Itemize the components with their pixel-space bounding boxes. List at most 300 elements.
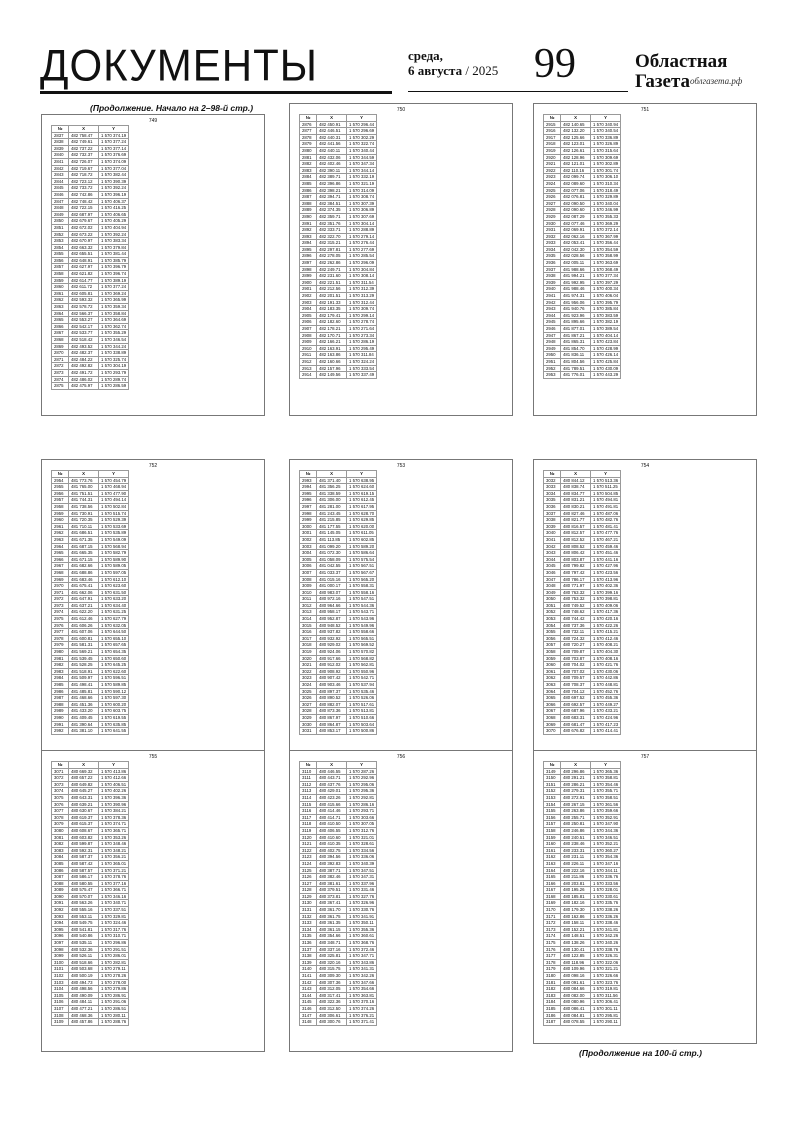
coord-x: 480 827.46 bbox=[560, 510, 590, 517]
coord-x: 481 509.97 bbox=[68, 675, 98, 682]
point-number: 2940 bbox=[544, 286, 561, 293]
coord-y: 1 570 377.14 bbox=[99, 145, 129, 152]
coord-x: 482 742.86 bbox=[68, 191, 98, 198]
coord-y: 1 570 406.04 bbox=[591, 293, 621, 300]
table-header-row bbox=[52, 762, 129, 769]
table-row bbox=[300, 358, 377, 365]
point-number: 2954 bbox=[52, 477, 69, 484]
coord-y: 1 570 641.55 bbox=[99, 728, 129, 735]
table-row bbox=[52, 649, 129, 656]
table-row bbox=[300, 808, 377, 815]
point-number: 3099 bbox=[52, 953, 69, 960]
coord-y: 1 570 619.15 bbox=[347, 490, 377, 497]
coord-x: 481 988.46 bbox=[560, 286, 590, 293]
coord-x: 480 437.76 bbox=[316, 781, 346, 788]
coord-y: 1 570 602.85 bbox=[347, 536, 377, 543]
coord-x: 482 533.77 bbox=[68, 330, 98, 337]
point-number: 3133 bbox=[300, 920, 317, 927]
coord-y: 1 570 513.36 bbox=[591, 477, 621, 484]
coord-y: 1 570 558.16 bbox=[347, 589, 377, 596]
table-row bbox=[52, 251, 129, 258]
coord-x: 480 799.82 bbox=[560, 563, 590, 570]
coord-x: 480 494.73 bbox=[68, 979, 98, 986]
coord-y: 1 570 355.33 bbox=[591, 213, 621, 220]
coord-y: 1 570 279.11 bbox=[99, 966, 129, 973]
coord-x: 480 211.86 bbox=[560, 874, 590, 881]
table-row bbox=[52, 271, 129, 278]
page-number: 99 bbox=[534, 41, 576, 87]
coord-y: 1 570 416.25 bbox=[99, 205, 129, 212]
column-header: X bbox=[560, 762, 590, 769]
point-number: 3052 bbox=[544, 609, 561, 616]
coord-y: 1 570 355.71 bbox=[591, 788, 621, 795]
table-row bbox=[52, 350, 129, 357]
coord-y: 1 570 338.89 bbox=[99, 350, 129, 357]
point-number: 3102 bbox=[52, 973, 69, 980]
table-row bbox=[52, 900, 129, 907]
column-header: X bbox=[68, 762, 98, 769]
coord-y: 1 570 327.76 bbox=[347, 893, 377, 900]
table-row bbox=[300, 655, 377, 662]
table-row bbox=[544, 253, 621, 260]
point-number: 3009 bbox=[300, 583, 317, 590]
point-number: 2868 bbox=[52, 337, 69, 344]
coord-y: 1 570 367.99 bbox=[591, 233, 621, 240]
coordinate-table bbox=[543, 470, 621, 735]
coord-x: 480 749.52 bbox=[560, 602, 590, 609]
logo-line-2: Газета bbox=[635, 71, 691, 92]
point-number: 2921 bbox=[544, 161, 561, 168]
point-number: 3053 bbox=[544, 616, 561, 623]
point-number: 3152 bbox=[544, 788, 561, 795]
coord-x: 480 619.37 bbox=[68, 814, 98, 821]
coordinate-block bbox=[533, 459, 757, 761]
coord-x: 480 816.57 bbox=[560, 523, 590, 530]
point-number: 2946 bbox=[544, 326, 561, 333]
column-header: Y bbox=[99, 471, 129, 478]
table-row bbox=[300, 326, 377, 333]
coord-y: 1 570 311.54 bbox=[347, 279, 377, 286]
coord-y: 1 570 377.24 bbox=[99, 139, 129, 146]
point-number: 3128 bbox=[300, 887, 317, 894]
table-row bbox=[52, 191, 129, 198]
table-row bbox=[300, 477, 377, 484]
coord-y: 1 570 358.84 bbox=[99, 310, 129, 317]
coord-x: 480 091.61 bbox=[560, 979, 590, 986]
coord-y: 1 570 423.84 bbox=[591, 339, 621, 346]
table-row bbox=[544, 801, 621, 808]
point-number: 3172 bbox=[544, 920, 561, 927]
coord-x: 482 614.77 bbox=[68, 277, 98, 284]
point-number: 2918 bbox=[544, 141, 561, 148]
coord-y: 1 570 310.71 bbox=[99, 933, 129, 940]
coord-x: 480 786.17 bbox=[560, 576, 590, 583]
table-row bbox=[52, 576, 129, 583]
coord-y: 1 570 278.00 bbox=[99, 979, 129, 986]
table-row bbox=[300, 768, 377, 775]
coord-y: 1 570 586.64 bbox=[347, 550, 377, 557]
coord-y: 1 570 517.61 bbox=[347, 701, 377, 708]
point-number: 2991 bbox=[52, 721, 69, 728]
coord-x: 480 361.35 bbox=[316, 920, 346, 927]
table-row bbox=[300, 134, 377, 141]
coord-y: 1 570 389.54 bbox=[591, 326, 621, 333]
logo-line-1: Областная bbox=[635, 51, 728, 72]
table-row bbox=[300, 609, 377, 616]
point-number: 3170 bbox=[544, 907, 561, 914]
coord-x: 482 005.11 bbox=[560, 260, 590, 267]
coord-x: 482 126.61 bbox=[560, 147, 590, 154]
table-row bbox=[544, 306, 621, 313]
point-number: 3106 bbox=[52, 999, 69, 1006]
coord-x: 480 812.57 bbox=[560, 530, 590, 537]
coord-x: 480 948.52 bbox=[316, 622, 346, 629]
point-number: 2864 bbox=[52, 310, 69, 317]
point-number: 2858 bbox=[52, 271, 69, 278]
coord-x: 480 541.81 bbox=[68, 926, 98, 933]
point-number: 2944 bbox=[544, 312, 561, 319]
coord-y: 1 570 293.79 bbox=[99, 369, 129, 376]
table-row bbox=[544, 781, 621, 788]
coord-y: 1 570 402.36 bbox=[591, 583, 621, 590]
point-number: 3093 bbox=[52, 913, 69, 920]
section-title: ДОКУМЕНТЫ bbox=[40, 40, 318, 91]
point-number: 3158 bbox=[544, 827, 561, 834]
coord-x: 480 423.26 bbox=[316, 794, 346, 801]
table-row bbox=[52, 178, 129, 185]
point-number: 3041 bbox=[544, 536, 561, 543]
table-row bbox=[300, 200, 377, 207]
coord-y: 1 570 354.46 bbox=[591, 781, 621, 788]
point-number: 3165 bbox=[544, 874, 561, 881]
table-row bbox=[52, 231, 129, 238]
coord-x: 480 309.30 bbox=[316, 973, 346, 980]
table-row bbox=[544, 966, 621, 973]
coord-x: 481 569.21 bbox=[68, 649, 98, 656]
coord-y: 1 570 404.14 bbox=[591, 332, 621, 339]
point-number: 2909 bbox=[300, 339, 317, 346]
coord-y: 1 570 368.49 bbox=[591, 266, 621, 273]
coord-x: 482 450.91 bbox=[316, 121, 346, 128]
coord-y: 1 570 382.19 bbox=[591, 319, 621, 326]
coord-x: 482 125.66 bbox=[560, 134, 590, 141]
coord-y: 1 570 318.49 bbox=[591, 187, 621, 194]
coord-y: 1 570 365.01 bbox=[99, 860, 129, 867]
point-number: 2959 bbox=[52, 510, 69, 517]
coord-y: 1 570 378.36 bbox=[99, 814, 129, 821]
point-number: 3063 bbox=[544, 682, 561, 689]
coord-x: 482 028.56 bbox=[560, 253, 590, 260]
table-row bbox=[300, 622, 377, 629]
coord-x: 480 306.61 bbox=[316, 1012, 346, 1019]
coord-x: 481 804.56 bbox=[560, 358, 590, 365]
coord-y: 1 570 408.16 bbox=[591, 655, 621, 662]
coord-x: 480 518.66 bbox=[68, 959, 98, 966]
coord-y: 1 570 360.27 bbox=[591, 847, 621, 854]
coord-x: 482 733.72 bbox=[68, 185, 98, 192]
coord-y: 1 570 344.36 bbox=[591, 827, 621, 834]
point-number: 2844 bbox=[52, 178, 69, 185]
point-number: 2958 bbox=[52, 503, 69, 510]
point-number: 3137 bbox=[300, 946, 317, 953]
point-number: 3082 bbox=[52, 841, 69, 848]
coord-x: 480 109.96 bbox=[560, 966, 590, 973]
point-number: 2915 bbox=[544, 121, 561, 128]
coord-y: 1 570 324.46 bbox=[99, 920, 129, 927]
coord-x: 480 315.75 bbox=[316, 966, 346, 973]
point-number: 3038 bbox=[544, 517, 561, 524]
point-number: 2970 bbox=[52, 583, 69, 590]
coord-y: 1 570 293.71 bbox=[347, 808, 377, 815]
coord-y: 1 570 286.91 bbox=[99, 992, 129, 999]
coord-x: 480 917.66 bbox=[316, 655, 346, 662]
point-number: 2971 bbox=[52, 589, 69, 596]
table-row bbox=[544, 854, 621, 861]
coord-x: 482 389.71 bbox=[316, 174, 346, 181]
table-row bbox=[544, 550, 621, 557]
point-number: 2872 bbox=[52, 363, 69, 370]
coord-y: 1 570 282.81 bbox=[99, 959, 129, 966]
table-row bbox=[300, 701, 377, 708]
table-row bbox=[544, 312, 621, 319]
coord-y: 1 570 289.74 bbox=[99, 376, 129, 383]
coord-x: 480 645.27 bbox=[68, 788, 98, 795]
coord-y: 1 570 371.21 bbox=[99, 867, 129, 874]
coord-x: 480 272.91 bbox=[560, 794, 590, 801]
block-title: 755 bbox=[148, 754, 158, 760]
point-number: 2854 bbox=[52, 244, 69, 251]
table-row bbox=[52, 635, 129, 642]
table-row bbox=[300, 233, 377, 240]
coord-x: 480 744.42 bbox=[560, 616, 590, 623]
coord-x: 480 130.41 bbox=[560, 946, 590, 953]
point-number: 3042 bbox=[544, 543, 561, 550]
table-row bbox=[52, 343, 129, 350]
coord-x: 480 831.21 bbox=[560, 497, 590, 504]
coord-y: 1 570 449.27 bbox=[591, 701, 621, 708]
coord-y: 1 570 443.29 bbox=[591, 372, 621, 379]
coord-y: 1 570 504.85 bbox=[591, 490, 621, 497]
table-row bbox=[52, 589, 129, 596]
point-number: 3050 bbox=[544, 596, 561, 603]
coord-x: 480 964.66 bbox=[316, 602, 346, 609]
table-row bbox=[544, 926, 621, 933]
coord-y: 1 570 417.23 bbox=[591, 721, 621, 728]
coord-x: 481 113.85 bbox=[316, 536, 346, 543]
table-row bbox=[544, 490, 621, 497]
point-number: 3129 bbox=[300, 893, 317, 900]
table-row bbox=[300, 510, 377, 517]
coord-y: 1 570 288.76 bbox=[99, 1019, 129, 1026]
table-row bbox=[544, 213, 621, 220]
point-number: 3090 bbox=[52, 893, 69, 900]
table-row bbox=[300, 781, 377, 788]
table-row bbox=[300, 563, 377, 570]
coord-x: 481 867.21 bbox=[560, 332, 590, 339]
coordinate-table bbox=[299, 114, 377, 379]
coord-x: 480 972.16 bbox=[316, 596, 346, 603]
coord-y: 1 570 396.19 bbox=[99, 191, 129, 198]
coord-y: 1 570 287.26 bbox=[347, 768, 377, 775]
table-row bbox=[544, 273, 621, 280]
point-number: 3160 bbox=[544, 841, 561, 848]
table-row bbox=[544, 484, 621, 491]
table-row bbox=[544, 187, 621, 194]
coord-x: 480 897.37 bbox=[316, 688, 346, 695]
point-number: 3071 bbox=[52, 768, 69, 775]
coord-y: 1 570 312.44 bbox=[347, 299, 377, 306]
coord-x: 480 138.26 bbox=[560, 940, 590, 947]
coord-y: 1 570 376.69 bbox=[99, 152, 129, 159]
table-row bbox=[300, 154, 377, 161]
coord-y: 1 570 412.66 bbox=[99, 775, 129, 782]
table-header-row bbox=[300, 471, 377, 478]
point-number: 2939 bbox=[544, 279, 561, 286]
table-row bbox=[300, 273, 377, 280]
coord-y: 1 570 399.16 bbox=[591, 589, 621, 596]
coord-y: 1 570 372.46 bbox=[347, 946, 377, 953]
point-number: 3007 bbox=[300, 569, 317, 576]
coord-x: 480 500.19 bbox=[68, 973, 98, 980]
table-row bbox=[300, 867, 377, 874]
coord-x: 480 354.66 bbox=[316, 933, 346, 940]
coord-x: 481 662.06 bbox=[68, 589, 98, 596]
table-row bbox=[544, 220, 621, 227]
coord-y: 1 570 290.11 bbox=[591, 1019, 621, 1026]
coord-y: 1 570 412.46 bbox=[591, 635, 621, 642]
coord-y: 1 570 433.21 bbox=[591, 708, 621, 715]
coord-x: 482 611.72 bbox=[68, 284, 98, 291]
table-row bbox=[300, 682, 377, 689]
coord-y: 1 570 597.05 bbox=[99, 569, 129, 576]
table-row bbox=[544, 788, 621, 795]
table-header-row bbox=[544, 762, 621, 769]
point-number: 2953 bbox=[544, 372, 561, 379]
point-number: 3104 bbox=[52, 986, 69, 993]
table-row bbox=[544, 194, 621, 201]
table-row bbox=[544, 874, 621, 881]
coord-x: 482 566.37 bbox=[68, 310, 98, 317]
point-number: 3066 bbox=[544, 701, 561, 708]
coord-y: 1 570 333.54 bbox=[347, 365, 377, 372]
point-number: 3168 bbox=[544, 893, 561, 900]
point-number: 3139 bbox=[300, 959, 317, 966]
table-row bbox=[300, 536, 377, 543]
coord-x: 482 593.32 bbox=[68, 297, 98, 304]
point-number: 3058 bbox=[544, 649, 561, 656]
coord-x: 482 605.81 bbox=[68, 290, 98, 297]
coord-x: 480 226.11 bbox=[560, 860, 590, 867]
coord-x: 480 937.82 bbox=[316, 629, 346, 636]
table-row bbox=[544, 920, 621, 927]
coord-y: 1 570 477.76 bbox=[591, 530, 621, 537]
table-row bbox=[300, 728, 377, 735]
coord-y: 1 570 558.66 bbox=[347, 629, 377, 636]
coord-y: 1 570 340.54 bbox=[591, 128, 621, 135]
point-number: 3156 bbox=[544, 814, 561, 821]
coord-x: 482 160.66 bbox=[316, 358, 346, 365]
point-number: 2889 bbox=[300, 207, 317, 214]
coord-y: 1 570 533.69 bbox=[99, 523, 129, 530]
coord-y: 1 570 309.74 bbox=[347, 306, 377, 313]
table-row bbox=[52, 834, 129, 841]
coord-x: 480 379.51 bbox=[316, 887, 346, 894]
table-row bbox=[544, 992, 621, 999]
table-row bbox=[544, 860, 621, 867]
point-number: 3141 bbox=[300, 973, 317, 980]
table-row bbox=[300, 973, 377, 980]
coord-x: 480 122.85 bbox=[560, 953, 590, 960]
table-row bbox=[544, 986, 621, 993]
coord-x: 482 201.51 bbox=[316, 293, 346, 300]
coord-y: 1 570 325.74 bbox=[99, 356, 129, 363]
point-number: 3178 bbox=[544, 959, 561, 966]
coord-x: 480 929.02 bbox=[316, 642, 346, 649]
coord-y: 1 570 326.89 bbox=[591, 141, 621, 148]
table-row bbox=[52, 708, 129, 715]
coord-x: 481 988.66 bbox=[560, 266, 590, 273]
table-header-row bbox=[544, 471, 621, 478]
coord-y: 1 570 482.76 bbox=[591, 517, 621, 524]
point-number: 3125 bbox=[300, 867, 317, 874]
coord-y: 1 570 500.86 bbox=[347, 728, 377, 735]
coord-y: 1 570 569.52 bbox=[347, 642, 377, 649]
coord-y: 1 570 304.14 bbox=[347, 220, 377, 227]
column-header: № bbox=[52, 762, 69, 769]
coord-x: 480 952.87 bbox=[316, 616, 346, 623]
coord-y: 1 570 280.11 bbox=[99, 1012, 129, 1019]
coord-x: 482 384.51 bbox=[316, 200, 346, 207]
table-row bbox=[52, 310, 129, 317]
point-number: 3003 bbox=[300, 543, 317, 550]
point-number: 2880 bbox=[300, 147, 317, 154]
coord-x: 482 670.97 bbox=[68, 238, 98, 245]
coord-x: 480 443.71 bbox=[316, 775, 346, 782]
coord-y: 1 570 405.29 bbox=[99, 218, 129, 225]
table-row bbox=[52, 655, 129, 662]
point-number: 2907 bbox=[300, 326, 317, 333]
table-row bbox=[300, 167, 377, 174]
point-number: 2840 bbox=[52, 152, 69, 159]
table-row bbox=[52, 543, 129, 550]
table-row bbox=[544, 227, 621, 234]
table-row bbox=[52, 675, 129, 682]
coord-x: 481 058.09 bbox=[316, 556, 346, 563]
table-row bbox=[300, 161, 377, 168]
table-row bbox=[300, 933, 377, 940]
table-row bbox=[52, 383, 129, 390]
coord-y: 1 570 286.01 bbox=[99, 953, 129, 960]
coord-x: 481 356.25 bbox=[316, 484, 346, 491]
point-number: 2891 bbox=[300, 220, 317, 227]
coord-x: 482 333.71 bbox=[316, 227, 346, 234]
point-number: 3162 bbox=[544, 854, 561, 861]
coord-x: 480 958.17 bbox=[316, 609, 346, 616]
point-number: 2962 bbox=[52, 530, 69, 537]
table-row bbox=[52, 490, 129, 497]
table-row bbox=[52, 847, 129, 854]
point-number: 2988 bbox=[52, 701, 69, 708]
table-row bbox=[544, 814, 621, 821]
coord-x: 480 526.11 bbox=[68, 953, 98, 960]
point-number: 2866 bbox=[52, 323, 69, 330]
table-row bbox=[52, 926, 129, 933]
table-row bbox=[544, 629, 621, 636]
point-number: 3123 bbox=[300, 854, 317, 861]
coord-y: 1 570 307.39 bbox=[347, 200, 377, 207]
coord-y: 1 570 655.10 bbox=[99, 635, 129, 642]
coord-y: 1 570 358.51 bbox=[591, 794, 621, 801]
